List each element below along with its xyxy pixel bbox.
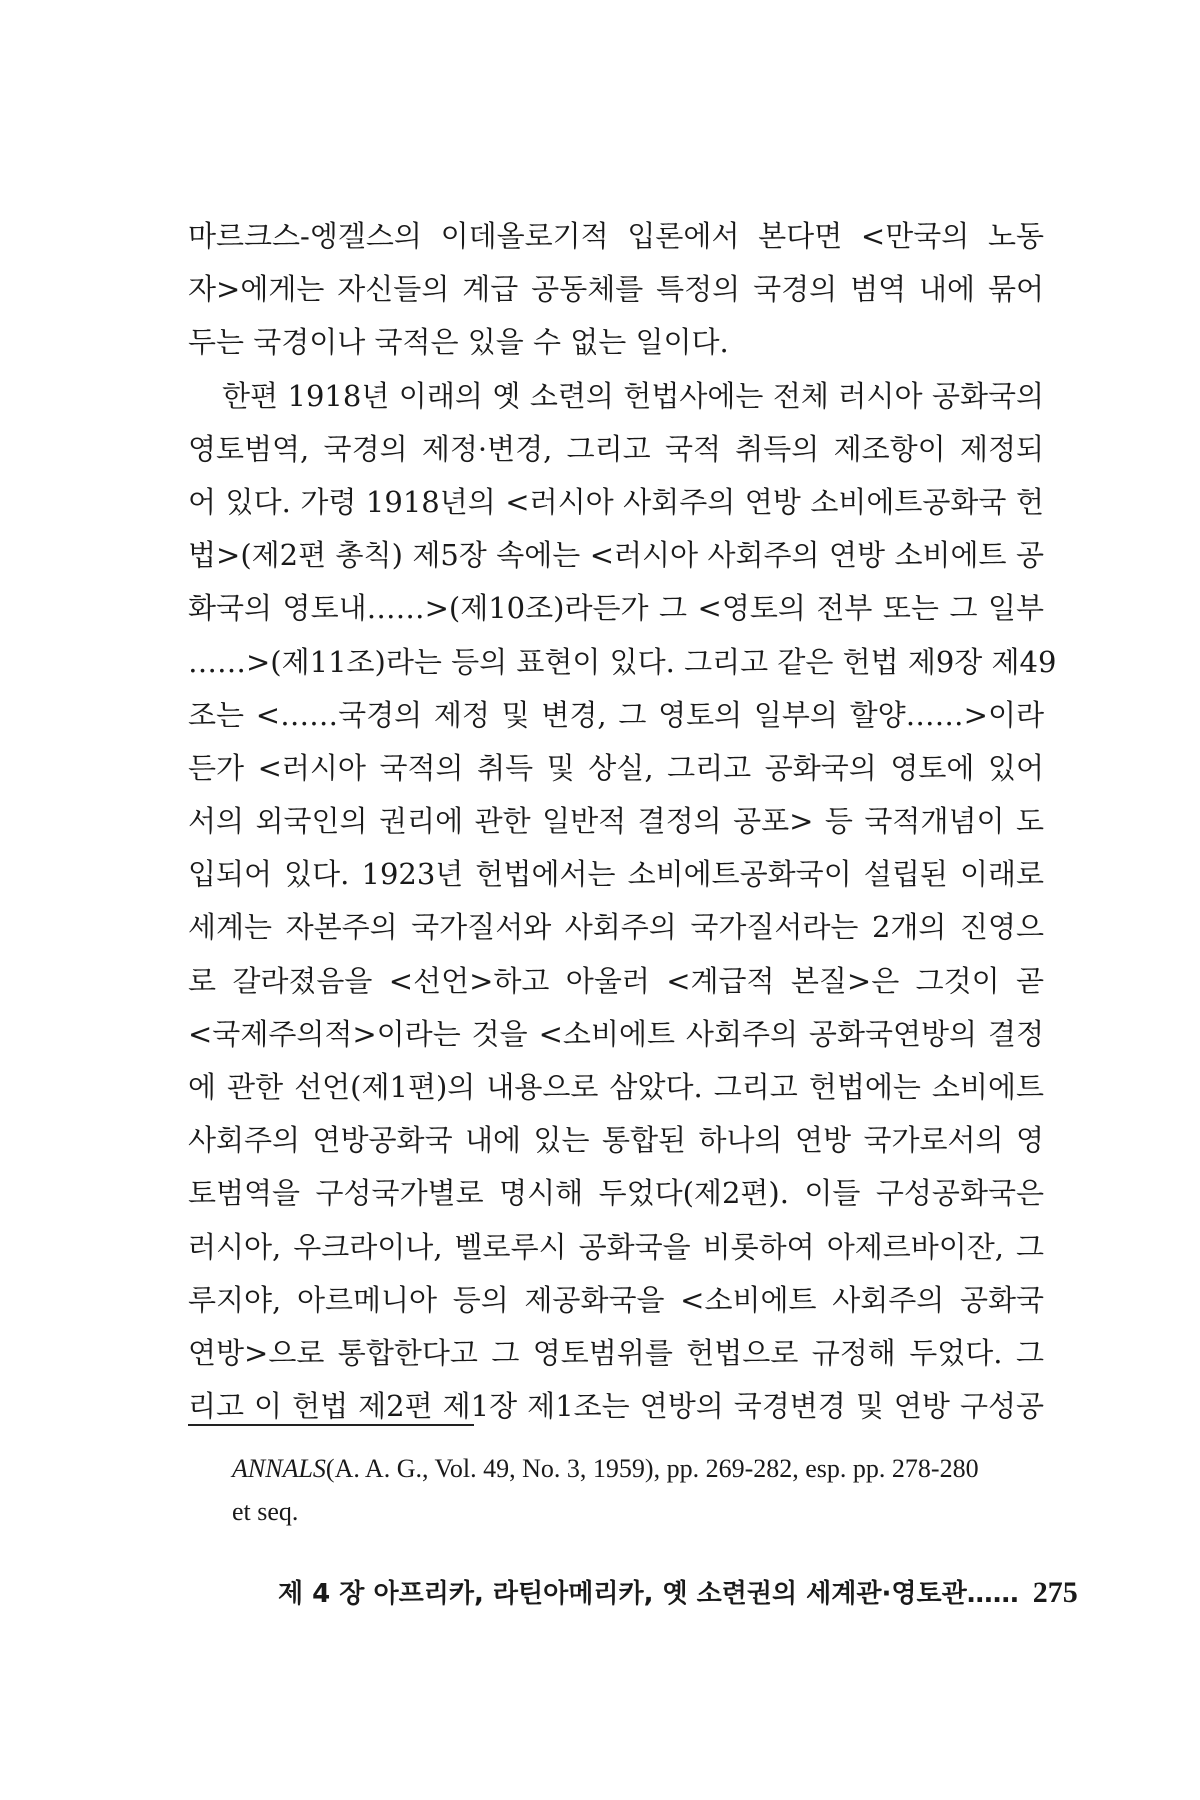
body-line: 자>에게는 자신들의 계급 공동체를 특정의 국경의 범역 내에 묶어: [188, 272, 1044, 307]
running-head: 제 4 장 아프리카, 라틴아메리카, 옛 소련권의 세계관·영토관……: [278, 1579, 1019, 1609]
body-text: [188, 210, 1057, 1433]
body-line: <국제주의적>이라는 것을 <소비에트 사회주의 공화국연방의 결정: [188, 1016, 1044, 1051]
body-line: 토범역을 구성국가별로 명시해 두었다(제2편). 이들 구성공화국은: [188, 1176, 1044, 1211]
body-line: 루지야, 아르메니아 등의 제공화국을 <소비에트 사회주의 공화국: [188, 1282, 1044, 1317]
body-line: 화국의 영토내……>(제10조)라든가 그 <영토의 전부 또는 그 일부: [188, 591, 1044, 626]
body-line: 리고 이 헌법 제2편 제1장 제1조는 연방의 국경변경 및 연방 구성공: [188, 1389, 1044, 1424]
body-line: 러시아, 우크라이나, 벨로루시 공화국을 비롯하여 아제르바이잔, 그: [188, 1229, 1044, 1264]
footnote-citation: (A. A. G., Vol. 49, No. 3, 1959), pp. 269-282, esp. pp. 278-280: [325, 1454, 979, 1483]
body-line: 입되어 있다. 1923년 헌법에서는 소비에트공화국이 설립된 이래로: [188, 857, 1044, 892]
footnote: [232, 1447, 1044, 1533]
body-line: 마르크스-엥겔스의 이데올로기적 입론에서 본다면 <만국의 노동: [188, 219, 1044, 253]
body-line: 에 관한 선언(제1편)의 내용으로 삼았다. 그리고 헌법에는 소비에트: [188, 1070, 1044, 1104]
body-line: 든가 <러시아 국적의 취득 및 상실, 그리고 공화국의 영토에 있어: [188, 750, 1044, 785]
body-line: 한편 1918년 이래의 옛 소련의 헌법사에는 전체 러시아 공화국의: [222, 378, 1044, 413]
page-footer: [278, 1573, 1078, 1610]
body-line: 로 갈라졌음을 <선언>하고 아울러 <계급적 본질>은 그것이 곧: [188, 963, 1044, 998]
footnote-line: [232, 1447, 1044, 1490]
body-line: 세계는 자본주의 국가질서와 사회주의 국가질서라는 2개의 진영으: [188, 910, 1044, 945]
body-line: ……>(제11조)라는 등의 표현이 있다. 그리고 같은 헌법 제9장 제49: [188, 644, 1057, 679]
body-line: 사회주의 연방공화국 내에 있는 통합된 하나의 연방 국가로서의 영: [188, 1123, 1044, 1158]
footnote-separator: [188, 1424, 474, 1426]
body-line: 법>(제2편 총칙) 제5장 속에는 <러시아 사회주의 연방 소비에트 공: [188, 538, 1044, 573]
body-line: 두는 국경이나 국적은 있을 수 없는 일이다.: [188, 325, 729, 360]
footnote-continuation: et seq.: [232, 1497, 299, 1526]
page-number: 275: [1032, 1576, 1078, 1609]
body-line: 어 있다. 가령 1918년의 <러시아 사회주의 연방 소비에트공화국 헌: [188, 484, 1044, 519]
footnote-journal: ANNALS: [232, 1454, 326, 1483]
body-line: 서의 외국인의 권리에 관한 일반적 결정의 공포> 등 국적개념이 도: [188, 804, 1044, 839]
body-line: 영토범역, 국경의 제정·변경, 그리고 국적 취득의 제조항이 제정되: [188, 431, 1044, 466]
body-line: 연방>으로 통합한다고 그 영토범위를 헌법으로 규정해 두었다. 그: [188, 1335, 1044, 1370]
body-line: 조는 <……국경의 제정 및 변경, 그 영토의 일부의 할양……>이라: [188, 697, 1044, 732]
